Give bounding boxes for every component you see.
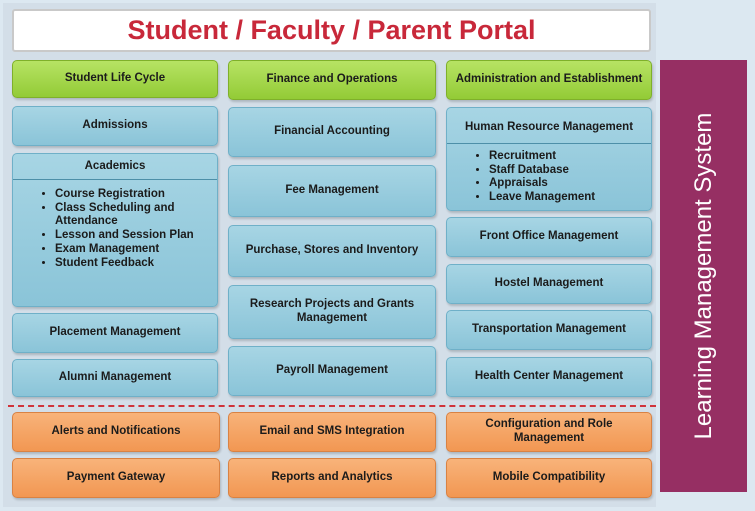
list-item: • Course Registration [55, 188, 217, 202]
box-alumni-management[interactable]: Alumni Management [12, 359, 218, 397]
page-title: Student / Faculty / Parent Portal [12, 9, 651, 52]
box-health-center-management[interactable]: Health Center Management [446, 357, 652, 397]
learning-management-system-bar[interactable] [660, 60, 747, 492]
header-finance-and-operations[interactable]: Finance and Operations [228, 60, 436, 100]
box-reports-and-analytics[interactable]: Reports and Analytics [228, 458, 436, 498]
box-academics[interactable] [12, 153, 218, 307]
box-configuration-role-management[interactable]: Configuration and Role Management [446, 412, 652, 452]
list-item: • Recruitment [489, 150, 651, 164]
box-human-resource-management[interactable] [446, 107, 652, 211]
list-item: • Leave Management [489, 191, 651, 205]
box-front-office-management[interactable]: Front Office Management [446, 217, 652, 257]
box-payment-gateway[interactable]: Payment Gateway [12, 458, 220, 498]
academics-title: Academics [13, 154, 217, 180]
box-research-projects[interactable]: Research Projects and Grants Management [228, 285, 436, 339]
hrm-title: Human Resource Management [447, 108, 651, 144]
list-item: • Lesson and Session Plan [55, 229, 217, 243]
box-admissions[interactable]: Admissions [12, 106, 218, 146]
box-purchase-stores-inventory[interactable]: Purchase, Stores and Inventory [228, 225, 436, 277]
box-fee-management[interactable]: Fee Management [228, 165, 436, 217]
box-payroll-management[interactable]: Payroll Management [228, 346, 436, 396]
header-student-life-cycle[interactable]: Student Life Cycle [12, 60, 218, 98]
box-alerts-and-notifications[interactable]: Alerts and Notifications [12, 412, 220, 452]
header-administration-and-establishment[interactable]: Administration and Establishment [446, 60, 652, 100]
lms-label: Learning Management System [689, 112, 717, 440]
box-email-sms-integration[interactable]: Email and SMS Integration [228, 412, 436, 452]
list-item: • Student Feedback [55, 257, 217, 271]
list-item: • Exam Management [55, 243, 217, 257]
box-mobile-compatibility[interactable]: Mobile Compatibility [446, 458, 652, 498]
box-placement-management[interactable]: Placement Management [12, 313, 218, 353]
list-item: • Class Scheduling and Attendance [55, 202, 217, 230]
list-item: • Appraisals [489, 177, 651, 191]
box-hostel-management[interactable]: Hostel Management [446, 264, 652, 304]
section-divider [8, 405, 656, 407]
list-item: • Staff Database [489, 164, 651, 178]
box-transportation-management[interactable]: Transportation Management [446, 310, 652, 350]
box-financial-accounting[interactable]: Financial Accounting [228, 107, 436, 157]
